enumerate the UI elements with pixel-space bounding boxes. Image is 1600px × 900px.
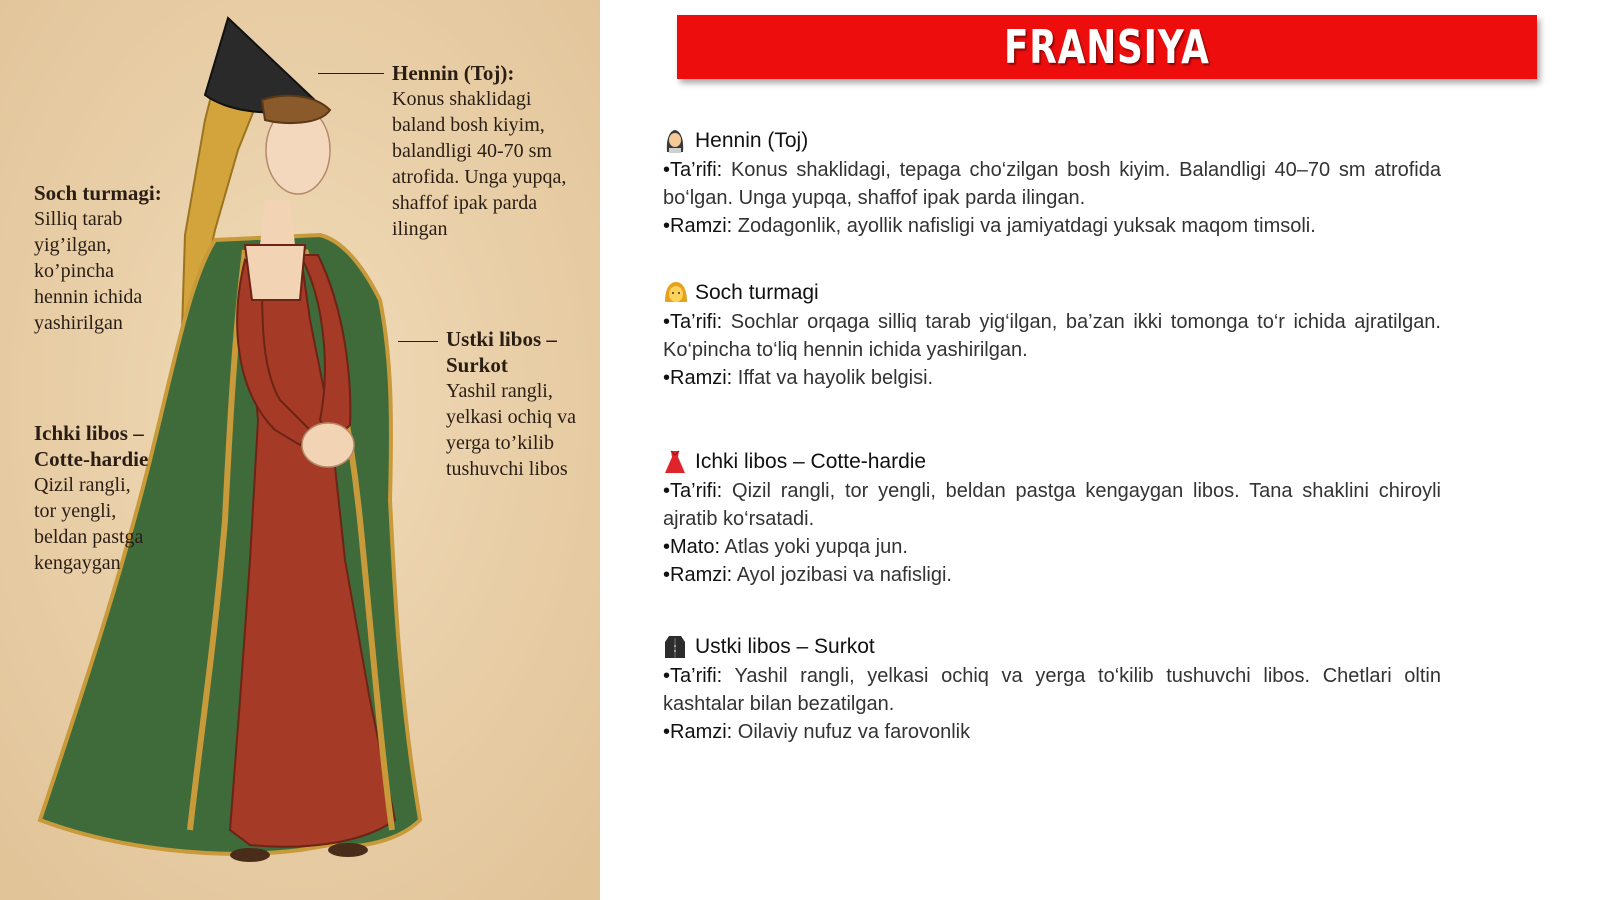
annotation-hennin-body: Konus shaklidagi baland bosh kiyim, balandligi 40-70 sm atrofida. Unga yupqa, shaffof ipak parda ilingan: [392, 88, 567, 240]
section-line: [663, 308, 1441, 364]
section-hennin: [663, 126, 1441, 240]
line-label: •Ramzi:: [663, 215, 733, 237]
annotation-ichki-body: Qizil rangli, tor yengli, beldan pastga kengaygan: [34, 474, 144, 574]
section-heading: [663, 278, 1441, 308]
section-line: [663, 156, 1441, 212]
line-text: Zodagonlik, ayollik nafisligi va jamiyatdagi yuksak maqom timsoli.: [732, 215, 1316, 237]
section-ustki: [663, 632, 1441, 746]
annotation-soch-title: Soch turmagi:: [34, 181, 162, 205]
section-heading: [663, 632, 1441, 662]
section-body: [663, 477, 1441, 589]
line-text: Iffat va hayolik belgisi.: [732, 367, 934, 389]
section-heading-text: Hennin (Toj): [695, 129, 809, 152]
annotation-soch-body: Silliq tarab yig’ilgan, ko’pincha hennin ichida yashirilgan: [34, 208, 143, 334]
line-label: •Ramzi:: [663, 721, 733, 743]
section-line: [663, 561, 1441, 589]
ustki-leader-line: [398, 341, 438, 342]
hennin-woman-icon: [663, 128, 687, 154]
section-body: [663, 308, 1441, 392]
section-soch: [663, 278, 1441, 392]
illustration-panel: [0, 0, 600, 900]
title-banner: [677, 15, 1537, 79]
annotation-hennin-title: Hennin (Toj):: [392, 61, 515, 85]
line-text: Ayol jozibasi va nafisligi.: [732, 564, 952, 586]
section-heading-text: Ustki libos – Surkot: [695, 635, 875, 658]
section-line: [663, 533, 1441, 561]
hennin-leader-line: [318, 73, 384, 74]
red-dress-icon: [663, 449, 687, 475]
section-line: [663, 364, 1441, 392]
woman-hair-icon: [663, 280, 687, 306]
section-heading-text: Ichki libos – Cotte-hardie: [695, 450, 927, 473]
annotation-ustki-body: Yashil rangli, yelkasi ochiq va yerga to’kilib tushuvchi libos: [446, 380, 576, 480]
section-line: [663, 718, 1441, 746]
line-text: Atlas yoki yupqa jun.: [720, 536, 908, 558]
section-body: [663, 156, 1441, 240]
line-label: •Ramzi:: [663, 564, 733, 586]
page-title: FRANSIYA: [1004, 20, 1210, 74]
line-text: Oilaviy nufuz va farovonlik: [732, 721, 971, 743]
line-text: Sochlar orqaga silliq tarab yig‘ilgan, ba’zan ikki tomonga to‘r ichida ajratilgan. Ko‘pincha to‘liq hennin ichida yashirilgan.: [663, 311, 1441, 361]
section-heading: [663, 126, 1441, 156]
section-line: [663, 662, 1441, 718]
section-ichki: [663, 447, 1441, 589]
annotation-hennin: [392, 60, 597, 242]
annotation-ichki-title: Ichki libos – Cotte-hardie: [34, 421, 149, 471]
line-text: Konus shaklidagi, tepaga cho‘zilgan bosh kiyim. Balandligi 40–70 sm atrofida bo‘lgan. Unga yupqa, shaffof ipak parda ilingan.: [663, 159, 1441, 209]
hands: [302, 423, 354, 467]
line-label: •Ramzi:: [663, 367, 733, 389]
line-label: •Ta’rifi:: [663, 311, 723, 333]
line-label: •Ta’rifi:: [663, 665, 723, 687]
line-text: Qizil rangli, tor yengli, beldan pastga kengaygan libos. Tana shaklini chiroyli ajratib ko‘rsatadi.: [663, 480, 1441, 530]
section-heading-text: Soch turmagi: [695, 281, 819, 304]
line-text: Yashil rangli, yelkasi ochiq va yerga to‘kilib tushuvchi libos. Chetlari oltin kashtalar bilan bezatilgan.: [663, 665, 1441, 715]
coat-icon: [663, 634, 687, 660]
section-body: [663, 662, 1441, 746]
annotation-soch: [34, 180, 184, 336]
line-label: •Mato:: [663, 536, 721, 558]
line-label: •Ta’rifi:: [663, 159, 723, 181]
annotation-ustki-title: Ustki libos – Surkot: [446, 327, 557, 377]
section-line: [663, 477, 1441, 533]
annotation-ichki: [34, 420, 184, 576]
section-heading: [663, 447, 1441, 477]
section-line: [663, 212, 1441, 240]
bodice-neckline: [245, 245, 305, 300]
neck: [260, 200, 295, 245]
line-label: •Ta’rifi:: [663, 480, 723, 502]
annotation-ustki: [446, 326, 596, 482]
